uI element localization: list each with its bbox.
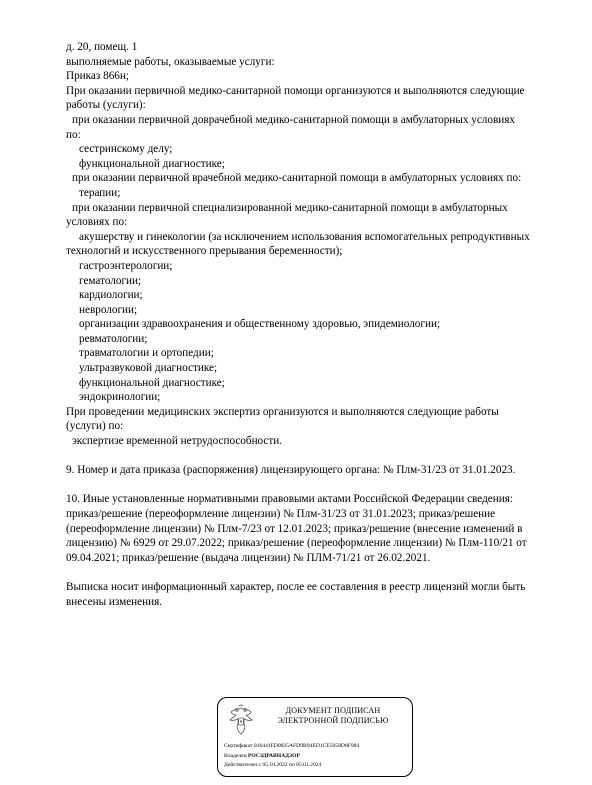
service-line: экспертизе временной нетрудоспособности. [72,435,283,448]
service-line: при оказании первичной врачебной медико-санитарной помощи в амбулаторных условиях по: [72,172,522,185]
service-line: гастроэнтерологии; [79,259,173,272]
validity-value: с 05.10.2022 по 05.01.2024 [258,762,322,769]
note-line: внесены изменения. [66,595,163,608]
service-line: (услуги) по: [66,420,124,433]
service-line: при оказании первичной специализированной медико-санитарной помощи в амбулаторных [72,201,508,214]
service-line: выполняемые работы, оказываемые услуги: [66,55,275,68]
section-10-other-info [66,492,566,565]
service-line: ревматологии; [79,332,148,345]
service-line: по: [66,128,81,141]
russian-coat-of-arms-icon [226,704,256,738]
electronic-signature-stamp [217,697,413,777]
service-line: кардиологии; [79,289,143,302]
service-line: При проведении медицинских экспертиз организуются и выполняются следующие работы [66,405,499,418]
service-line: неврологии; [79,303,138,316]
service-line: сестринскому делу; [79,143,173,156]
validity-row [224,761,410,771]
service-line: условиях по: [66,216,128,229]
owner-value: РОСЗДРАВНАДЗОР [248,752,300,759]
service-line: технологий и искусственного прерывания беременности); [66,245,343,258]
section-10-line: лицензию) № 6929 от 29.07.2022; приказ/решение (переоформление лицензии) № Плм-110/21 от [66,537,527,550]
document-body [66,40,566,609]
section-10-line: 10. Иные установленные нормативными правовыми актами Российской Федерации сведения: [66,493,513,506]
services-list [66,40,566,449]
section-10-line: (переоформление лицензии) № Плм-7/23 от 12.01.2023; приказ/решение (внесение изменений в [66,522,523,535]
service-line: При оказании первичной медико-санитарной помощи организуются и выполняются следующие [66,84,525,97]
section-10-line: 09.04.2021; приказ/решение (выдача лицензии) № ПЛМ-71/21 от 26.02.2021. [66,551,431,564]
service-line: функциональной диагностике; [79,157,225,170]
service-line: травматологии и ортопедии; [79,347,214,360]
stamp-title-line1: ДОКУМЕНТ ПОДПИСАН [285,706,381,715]
stamp-title [258,706,408,726]
service-line: Приказ 866н; [66,70,129,83]
service-line: функциональной диагностике; [79,376,225,389]
certificate-label: Сертификат [224,743,253,749]
validity-label: Действителен [224,762,258,769]
section-10-line: приказ/решение (переоформление лицензии) № Плм-31/23 от 31.01.2023; приказ/решение [66,508,496,520]
certificate-row [224,742,410,752]
service-line: эндокринологии; [79,391,161,404]
service-line: акушерству и гинекологии (за исключением использования вспомогательных репродуктивных [79,230,530,243]
service-line: работы (услуги): [66,99,146,112]
service-line: при оказании первичной доврачебной медико-санитарной помощи в амбулаторных условиях [72,113,515,126]
owner-label: Владелец [224,752,247,759]
disclaimer-note [66,580,566,609]
service-line: гематологии; [79,274,142,287]
stamp-title-line2: ЭЛЕКТРОННОЙ ПОДПИСЬЮ [277,716,389,725]
section-9-order-number [66,463,566,478]
certificate-value: 016441FD0025AFD9B94ED1CE5058D8F984 [253,743,360,749]
owner-row [224,752,410,762]
service-line: терапии; [79,186,121,199]
service-line: ультразвуковой диагностике; [79,362,218,375]
service-line: д. 20, помещ. 1 [66,41,138,53]
section-9-line: 9. Номер и дата приказа (распоряжения) лицензирующего органа: № Плм-31/23 от 31.01.2023. [66,464,516,477]
stamp-details [224,742,410,771]
service-line: организации здравоохранения и общественному здоровью, эпидемиологии; [79,318,441,331]
note-line: Выписка носит информационный характер, после ее составления в реестр лицензий могли быть [66,580,526,593]
